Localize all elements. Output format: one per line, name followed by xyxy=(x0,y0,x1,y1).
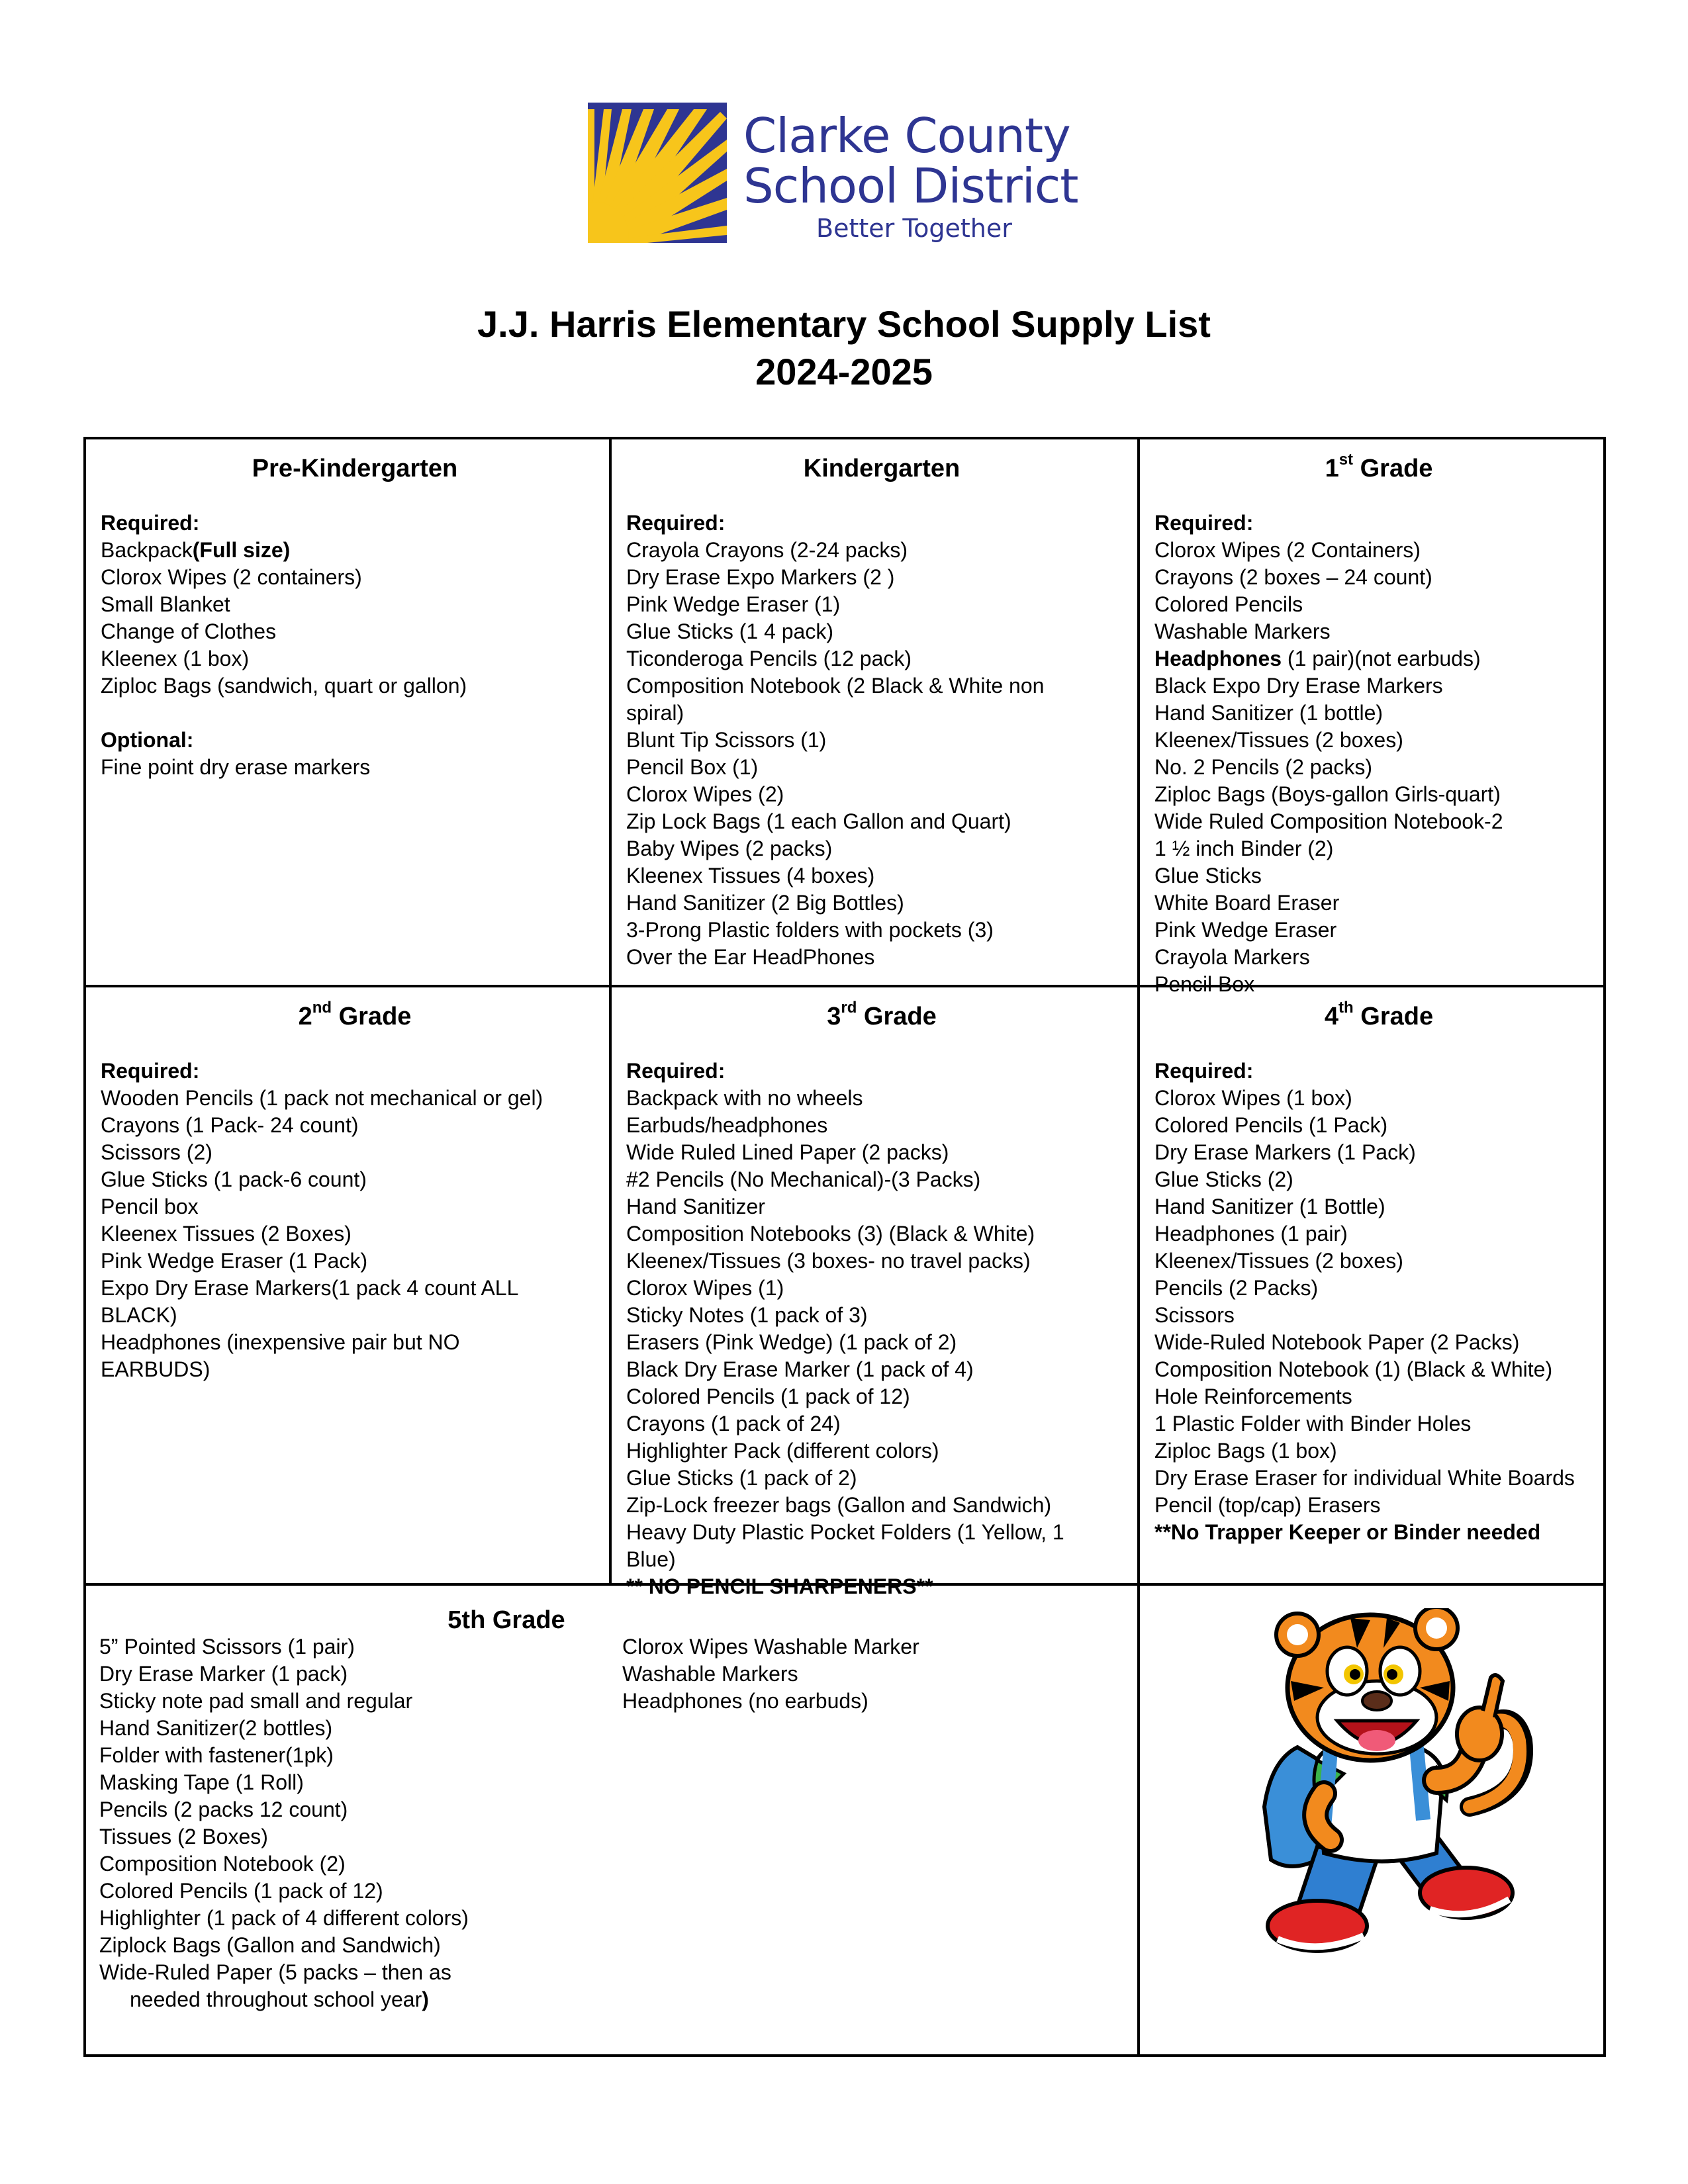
list-item: Glue Sticks (1 pack of 2) xyxy=(626,1466,857,1490)
required-label: Required: xyxy=(626,1059,726,1083)
list-item: Heavy Duty Plastic Pocket Folders (1 Yellow, 1 Blue) xyxy=(626,1520,1064,1571)
list-item: Headphones (inexpensive pair but NO EARBUDS) xyxy=(101,1330,460,1381)
list-item: Backpack with no wheels xyxy=(626,1086,863,1110)
page-title: J.J. Harris Elementary School Supply List xyxy=(477,303,1211,345)
kindergarten-heading: Kindergarten xyxy=(803,455,961,482)
list-item: 1 ½ inch Binder (2) xyxy=(1154,837,1334,860)
list-item: Hand Sanitizer (1 bottle) xyxy=(1154,701,1383,725)
prek-heading: Pre-Kindergarten xyxy=(252,455,458,482)
list-item: Clorox Wipes (2 Containers) xyxy=(1154,538,1421,562)
list-item: Scissors xyxy=(1154,1303,1235,1327)
list-item: 3-Prong Plastic folders with pockets (3) xyxy=(626,918,994,942)
list-item: Change of Clothes xyxy=(101,619,277,643)
note-no-trapper-keeper: **No Trapper Keeper or Binder needed xyxy=(1154,1520,1541,1544)
list-item: Composition Notebooks (3) (Black & White) xyxy=(626,1222,1035,1246)
list-item: Sticky note pad small and regular xyxy=(99,1689,413,1713)
required-label: Required: xyxy=(1154,511,1254,535)
list-item: Ziploc Bags (sandwich, quart or gallon) xyxy=(101,674,467,698)
district-tagline: Better Together xyxy=(816,214,1012,243)
grade1-cell xyxy=(1137,437,1606,996)
list-item: Clorox Wipes Washable Marker xyxy=(622,1635,919,1659)
list-item: Sticky Notes (1 pack of 3) xyxy=(626,1303,868,1327)
list-item: Kleenex Tissues (4 boxes) xyxy=(626,864,875,887)
grade5-heading: 5th Grade xyxy=(447,1606,565,1634)
grade5-list-col1 xyxy=(99,1633,469,2013)
list-item: Erasers (Pink Wedge) (1 pack of 2) xyxy=(626,1330,957,1354)
list-item: Backpack(Full size) xyxy=(101,538,291,562)
list-item: Ziplock Bags (Gallon and Sandwich) xyxy=(99,1933,441,1957)
list-item: Colored Pencils (1 pack of 12) xyxy=(626,1385,910,1408)
list-item: Composition Notebook (2 Black & White non spiral) xyxy=(626,674,1045,725)
list-item: Hand Sanitizer (2 Big Bottles) xyxy=(626,891,904,915)
list-item: Zip Lock Bags (1 each Gallon and Quart) xyxy=(626,809,1011,833)
list-item: Masking Tape (1 Roll) xyxy=(99,1770,304,1794)
list-item: Pencils (2 packs 12 count) xyxy=(99,1797,348,1821)
list-item: Washable Markers xyxy=(622,1662,798,1686)
list-item: Kleenex/Tissues (2 boxes) xyxy=(1154,728,1403,752)
list-item: Baby Wipes (2 packs) xyxy=(626,837,833,860)
grade4-heading: 4th Grade xyxy=(1324,999,1434,1030)
list-item: Crayons (1 Pack- 24 count) xyxy=(101,1113,359,1137)
grade1-heading: 1st Grade xyxy=(1325,451,1433,482)
list-item: Dry Erase Eraser for individual White Boards xyxy=(1154,1466,1575,1490)
list-item: Crayons (2 boxes – 24 count) xyxy=(1154,565,1432,589)
list-item: Pencil Box xyxy=(1154,972,1255,996)
list-item: Colored Pencils xyxy=(1154,592,1303,616)
list-item: Pink Wedge Eraser (1 Pack) xyxy=(101,1249,368,1273)
list-item: Composition Notebook (2) xyxy=(99,1852,346,1876)
list-item: Kleenex/Tissues (2 boxes) xyxy=(1154,1249,1403,1273)
list-item: Pencil Box (1) xyxy=(626,755,759,779)
list-item: Highlighter Pack (different colors) xyxy=(626,1439,939,1463)
list-item: Pencil box xyxy=(101,1195,199,1218)
list-item: Wide-Ruled Paper (5 packs – then as xyxy=(99,1960,451,1984)
list-item: Ziploc Bags (1 box) xyxy=(1154,1439,1337,1463)
list-item: Crayola Crayons (2-24 packs) xyxy=(626,538,908,562)
list-item: Kleenex (1 box) xyxy=(101,647,250,670)
grade4-cell xyxy=(1137,985,1606,1586)
note-no-pencil-sharpeners: ** NO PENCIL SHARPENERS** xyxy=(626,1574,933,1598)
list-item: Clorox Wipes (2 containers) xyxy=(101,565,362,589)
required-label: Required: xyxy=(1154,1059,1254,1083)
sunburst-logo-icon xyxy=(588,103,727,243)
list-item: 5” Pointed Scissors (1 pair) xyxy=(99,1635,355,1659)
list-item: Folder with fastener(1pk) xyxy=(99,1743,334,1767)
list-item: Headphones (no earbuds) xyxy=(622,1689,868,1713)
required-label: Required: xyxy=(101,511,200,535)
list-item: Pencils (2 Packs) xyxy=(1154,1276,1319,1300)
district-logo xyxy=(588,103,1104,245)
grade2-cell xyxy=(83,985,612,1586)
list-item: Wide Ruled Composition Notebook-2 xyxy=(1154,809,1503,833)
district-name: Clarke County School District xyxy=(743,108,1078,214)
grade3-heading: 3rd Grade xyxy=(827,999,937,1030)
list-item: Washable Markers xyxy=(1154,619,1331,643)
list-item: Glue Sticks (2) xyxy=(1154,1167,1293,1191)
list-item: Dry Erase Marker (1 pack) xyxy=(99,1662,348,1686)
list-item: Glue Sticks (1 pack-6 count) xyxy=(101,1167,367,1191)
list-item: Headphones (1 pair) xyxy=(1154,1222,1348,1246)
list-item: Dry Erase Expo Markers (2 ) xyxy=(626,565,895,589)
school-year: 2024-2025 xyxy=(755,351,933,392)
list-item: White Board Eraser xyxy=(1154,891,1340,915)
list-item: Fine point dry erase markers xyxy=(101,755,371,779)
grade5-list-col2 xyxy=(622,1633,919,1715)
list-item: Scissors (2) xyxy=(101,1140,212,1164)
list-item: Dry Erase Markers (1 Pack) xyxy=(1154,1140,1416,1164)
list-item: Ticonderoga Pencils (12 pack) xyxy=(626,647,912,670)
list-item: Wide-Ruled Notebook Paper (2 Packs) xyxy=(1154,1330,1520,1354)
list-item: Pencil (top/cap) Erasers xyxy=(1154,1493,1381,1517)
grade2-heading: 2nd Grade xyxy=(298,999,412,1030)
list-item: Crayons (1 pack of 24) xyxy=(626,1412,841,1435)
list-item: Expo Dry Erase Markers(1 pack 4 count ALL BLACK) xyxy=(101,1276,518,1327)
list-item: Pink Wedge Eraser (1) xyxy=(626,592,841,616)
list-item: Hand Sanitizer xyxy=(626,1195,765,1218)
list-item: Black Dry Erase Marker (1 pack of 4) xyxy=(626,1357,974,1381)
list-item: Clorox Wipes (2) xyxy=(626,782,784,806)
list-item: 1 Plastic Folder with Binder Holes xyxy=(1154,1412,1472,1435)
list-item: Black Expo Dry Erase Markers xyxy=(1154,674,1443,698)
list-item: Wooden Pencils (1 pack not mechanical or gel) xyxy=(101,1086,543,1110)
list-item: Colored Pencils (1 Pack) xyxy=(1154,1113,1388,1137)
required-label: Required: xyxy=(626,511,726,535)
list-item: Kleenex Tissues (2 Boxes) xyxy=(101,1222,352,1246)
list-item: Colored Pencils (1 pack of 12) xyxy=(99,1879,383,1903)
list-item: Zip-Lock freezer bags (Gallon and Sandwich) xyxy=(626,1493,1052,1517)
list-item: #2 Pencils (No Mechanical)-(3 Packs) xyxy=(626,1167,981,1191)
list-item-continued: needed throughout school year) xyxy=(130,1987,429,2011)
list-item: Glue Sticks (1 4 pack) xyxy=(626,619,833,643)
list-item: No. 2 Pencils (2 packs) xyxy=(1154,755,1373,779)
list-item: Over the Ear HeadPhones xyxy=(626,945,875,969)
prek-cell xyxy=(83,437,612,987)
list-item: Tissues (2 Boxes) xyxy=(99,1825,268,1848)
list-item: Hand Sanitizer(2 bottles) xyxy=(99,1716,333,1740)
list-item: Hole Reinforcements xyxy=(1154,1385,1352,1408)
grade3-cell xyxy=(609,985,1140,1598)
tiger-mascot-icon xyxy=(1218,1608,1536,1979)
list-item: Clorox Wipes (1) xyxy=(626,1276,784,1300)
list-item: Pink Wedge Eraser xyxy=(1154,918,1337,942)
optional-label: Optional: xyxy=(101,728,194,752)
required-label: Required: xyxy=(101,1059,200,1083)
list-item: Ziploc Bags (Boys-gallon Girls-quart) xyxy=(1154,782,1501,806)
list-item: Headphones (1 pair)(not earbuds) xyxy=(1154,647,1481,670)
list-item: Highlighter (1 pack of 4 different colors) xyxy=(99,1906,469,1930)
list-item: Blunt Tip Scissors (1) xyxy=(626,728,827,752)
list-item: Hand Sanitizer (1 Bottle) xyxy=(1154,1195,1385,1218)
list-item: Kleenex/Tissues (3 boxes- no travel packs) xyxy=(626,1249,1031,1273)
list-item: Crayola Markers xyxy=(1154,945,1310,969)
list-item: Wide Ruled Lined Paper (2 packs) xyxy=(626,1140,949,1164)
list-item: Earbuds/headphones xyxy=(626,1113,828,1137)
grade5-cell xyxy=(83,1583,1140,2057)
list-item: Composition Notebook (1) (Black & White) xyxy=(1154,1357,1553,1381)
list-item: Glue Sticks xyxy=(1154,864,1262,887)
list-item: Small Blanket xyxy=(101,592,230,616)
list-item: Clorox Wipes (1 box) xyxy=(1154,1086,1352,1110)
kindergarten-cell xyxy=(609,437,1140,987)
